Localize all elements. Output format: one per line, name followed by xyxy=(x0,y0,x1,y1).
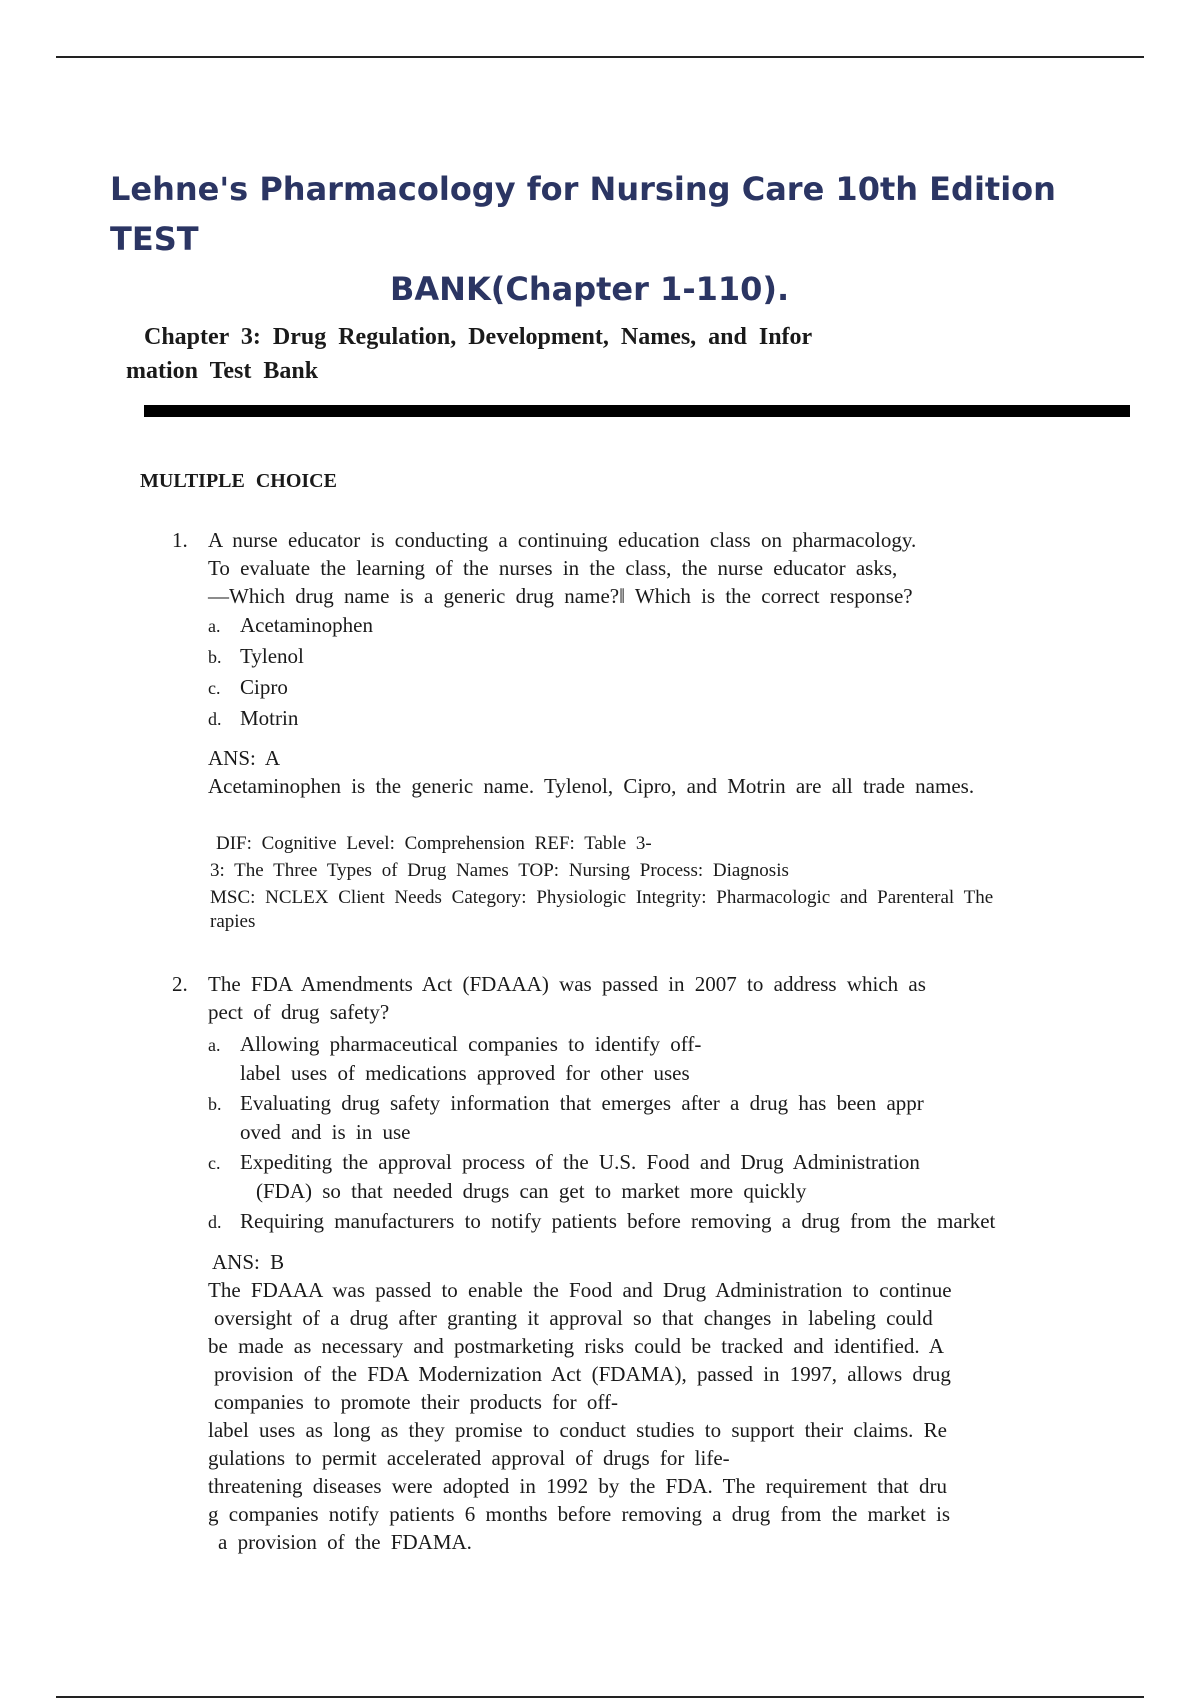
option-letter: c. xyxy=(208,678,221,698)
meta-line: rapies xyxy=(210,911,256,932)
option-c xyxy=(208,1148,1168,1205)
stem-line: To evaluate the learning of the nurses in the class, the nurse educator asks, xyxy=(208,556,898,580)
question-1-options xyxy=(208,610,1108,734)
option-text: Cipro xyxy=(240,675,288,699)
option-letter: c. xyxy=(208,1153,221,1173)
meta-line: 3: The Three Types of Drug Names TOP: Nursing Process: Diagnosis xyxy=(210,860,789,881)
answer-key: ANS: A xyxy=(208,746,281,770)
stem-line: —Which drug name is a generic drug name?‖ Which is the correct response? xyxy=(208,584,913,608)
bottom-rule xyxy=(56,1696,1144,1698)
question-1-answer xyxy=(208,744,1168,800)
question-number: 2. xyxy=(172,972,188,996)
document-title xyxy=(100,164,1060,314)
option-d xyxy=(208,1207,1168,1236)
answer-key: ANS: B xyxy=(212,1250,285,1274)
rationale-line: oversight of a drug after granting it approval so that changes in labeling could xyxy=(214,1306,933,1330)
stem-line: A nurse educator is conducting a continuing education class on pharmacology. xyxy=(208,528,917,552)
question-1-stem xyxy=(172,526,1148,610)
option-text: Allowing pharmaceutical companies to identify off- xyxy=(240,1032,702,1056)
rationale-line: g companies notify patients 6 months before removing a drug from the market is xyxy=(208,1502,951,1526)
rationale-line: Acetaminophen is the generic name. Tylenol, Cipro, and Motrin are all trade names. xyxy=(208,774,975,798)
rationale-line: The FDAAA was passed to enable the Food and Drug Administration to continue xyxy=(208,1278,952,1302)
title-line-2: BANK(Chapter 1-110). xyxy=(390,270,790,308)
section-label: MULTIPLE CHOICE xyxy=(140,470,337,492)
option-text: Acetaminophen xyxy=(240,613,373,637)
rationale-line: gulations to permit accelerated approval of drugs for life- xyxy=(208,1446,730,1470)
rationale-line: label uses as long as they promise to conduct studies to support their claims. Re xyxy=(208,1418,947,1442)
option-letter: a. xyxy=(208,616,221,636)
option-letter: b. xyxy=(208,647,222,667)
top-rule xyxy=(56,56,1144,58)
option-a xyxy=(208,610,1108,641)
option-text: Evaluating drug safety information that emerges after a drug has been appr xyxy=(240,1091,924,1115)
option-text: Expediting the approval process of the U.S. Food and Drug Administration xyxy=(240,1150,920,1174)
chapter-heading-line-2: mation Test Bank xyxy=(126,358,319,384)
rationale-line: companies to promote their products for off- xyxy=(214,1390,619,1414)
section-divider xyxy=(144,405,1130,417)
option-text-continued: label uses of medications approved for other uses xyxy=(240,1061,690,1085)
option-letter: d. xyxy=(208,1212,222,1232)
option-d xyxy=(208,703,1108,734)
title-line-1: Lehne's Pharmacology for Nursing Care 10th Edition TEST xyxy=(110,170,1056,258)
chapter-heading-line-1: Chapter 3: Drug Regulation, Development, Names, and Infor xyxy=(144,324,813,350)
chapter-heading xyxy=(126,320,906,388)
option-letter: a. xyxy=(208,1035,221,1055)
stem-line: The FDA Amendments Act (FDAAA) was passed in 2007 to address which as xyxy=(208,972,926,996)
option-text-continued: (FDA) so that needed drugs can get to market more quickly xyxy=(256,1179,807,1203)
option-text-continued: oved and is in use xyxy=(240,1120,411,1144)
question-2-options xyxy=(208,1030,1168,1236)
option-c xyxy=(208,672,1108,703)
question-2-stem xyxy=(172,970,1148,1026)
stem-line: pect of drug safety? xyxy=(208,1000,390,1024)
rationale-line: a provision of the FDAMA. xyxy=(218,1530,472,1554)
option-text: Tylenol xyxy=(240,644,304,668)
question-number: 1. xyxy=(172,528,188,552)
option-letter: d. xyxy=(208,709,222,729)
option-a xyxy=(208,1030,1168,1087)
rationale-line: provision of the FDA Modernization Act (FDAMA), passed in 1997, allows drug xyxy=(214,1362,951,1386)
meta-line: MSC: NCLEX Client Needs Category: Physiologic Integrity: Pharmacologic and Parenteral The xyxy=(210,887,994,908)
option-letter: b. xyxy=(208,1094,222,1114)
question-2-answer xyxy=(208,1248,1168,1556)
question-1-metadata xyxy=(210,830,1180,933)
rationale-line: be made as necessary and postmarketing risks could be tracked and identified. A xyxy=(208,1334,944,1358)
option-text: Requiring manufacturers to notify patients before removing a drug from the market xyxy=(240,1209,996,1233)
rationale-line: threatening diseases were adopted in 1992 by the FDA. The requirement that dru xyxy=(208,1474,948,1498)
option-b xyxy=(208,1089,1168,1146)
option-text: Motrin xyxy=(240,706,299,730)
option-b xyxy=(208,641,1108,672)
meta-line: DIF: Cognitive Level: Comprehension REF: Table 3- xyxy=(216,833,652,854)
